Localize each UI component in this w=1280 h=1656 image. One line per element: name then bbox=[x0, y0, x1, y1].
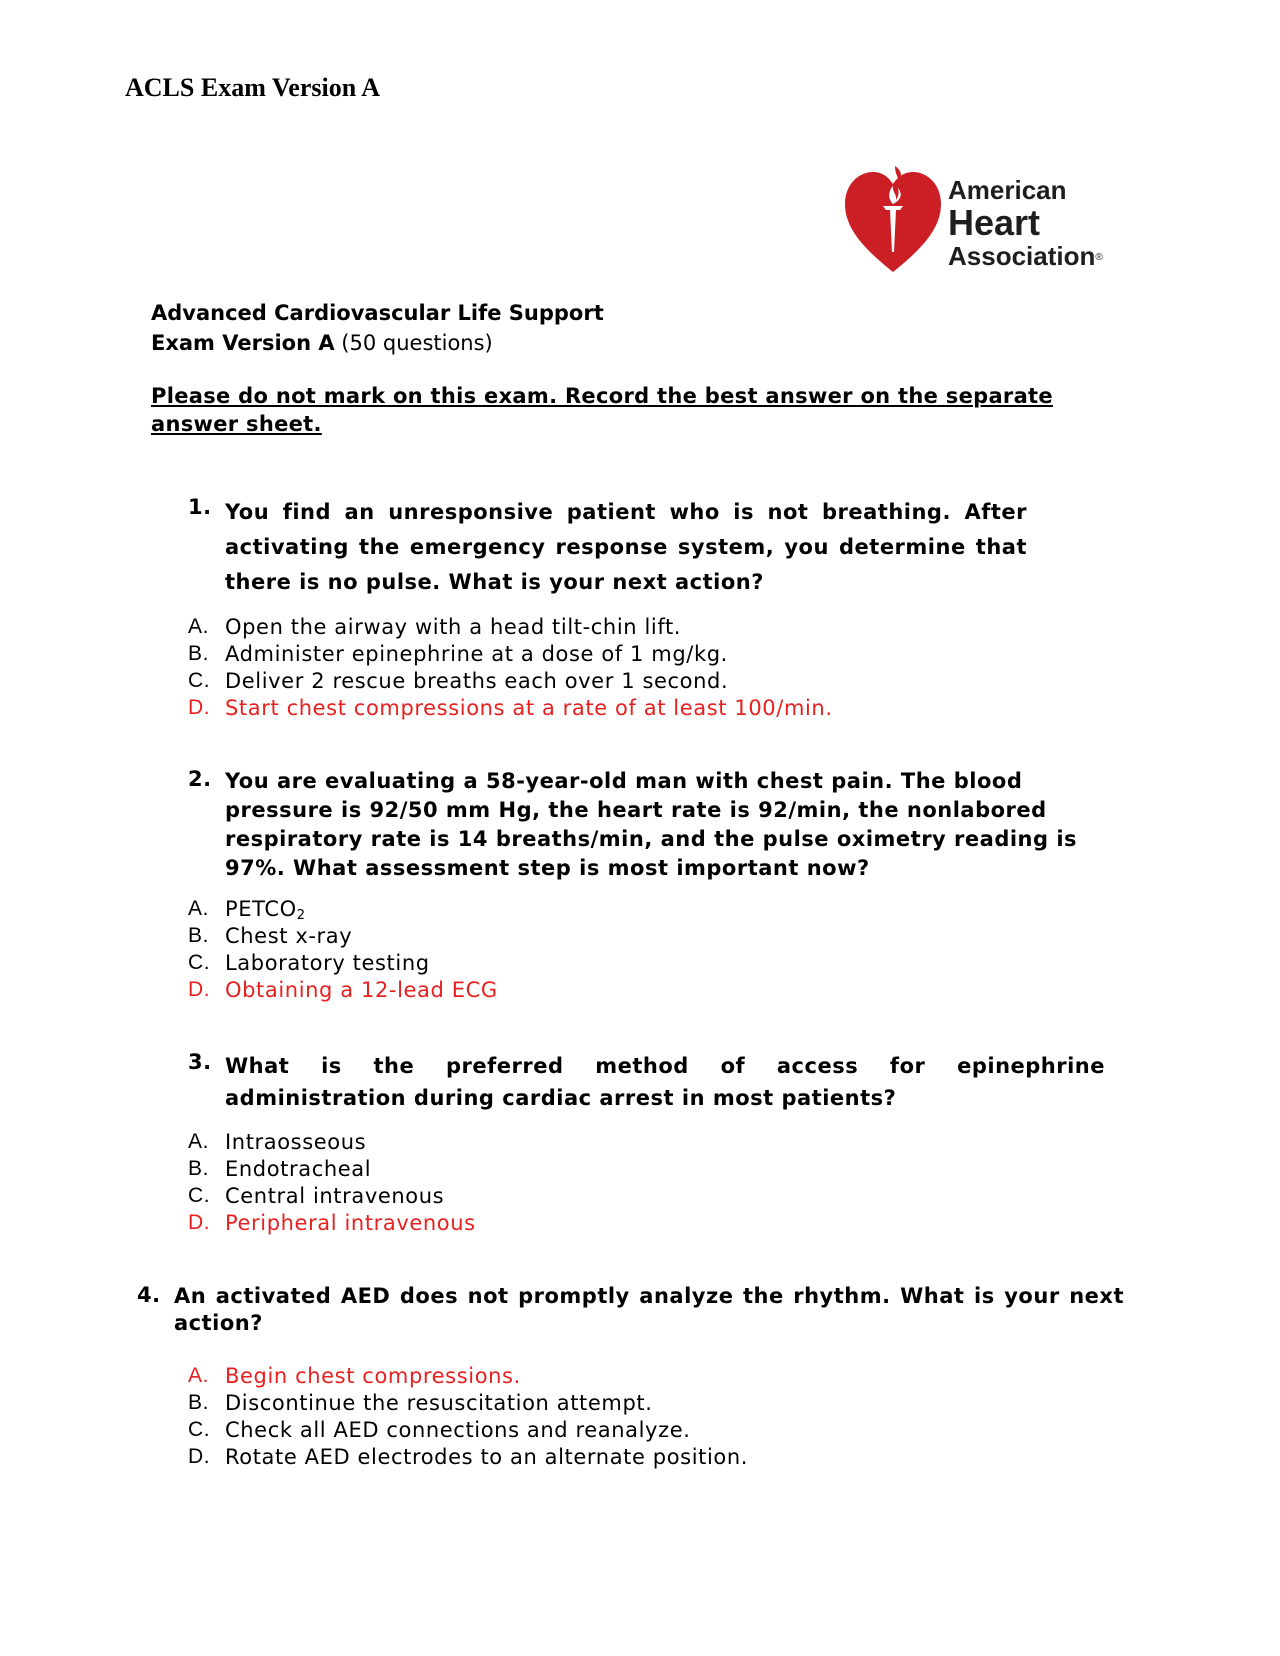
option-letter: D. bbox=[188, 1445, 211, 1468]
logo-line-1: American bbox=[948, 175, 1067, 205]
registered-mark: ® bbox=[1095, 252, 1103, 264]
option-letter: A. bbox=[188, 897, 210, 920]
option-text: PETCO bbox=[225, 897, 297, 921]
question-text: You are evaluating a 58-year-old man with chest pain. The blood pressure is 92/50 mm Hg, the heart rate is 92/min, the nonlabored respiratory rate is 14 breaths/min, and the pulse oximetry reading is 97%. What assessment step is most important now? bbox=[225, 769, 1078, 880]
option-text: Endotracheal bbox=[225, 1157, 372, 1181]
exam-intro bbox=[151, 298, 604, 358]
question-text-line-2: administration during cardiac arrest in most patients? bbox=[225, 1086, 897, 1110]
option-letter: B. bbox=[188, 642, 210, 665]
option-letter: A. bbox=[188, 1364, 210, 1387]
exam-instruction: Please do not mark on this exam. Record the best answer on the separate answer sheet. bbox=[151, 384, 1053, 436]
logo-wordmark bbox=[948, 177, 1103, 269]
question-text bbox=[225, 1050, 1105, 1114]
heart-torch-icon bbox=[843, 160, 943, 280]
option-letter: B. bbox=[188, 1157, 210, 1180]
option-letter: D. bbox=[188, 978, 211, 1001]
option-text: Peripheral intravenous bbox=[225, 1211, 476, 1235]
option-text: Central intravenous bbox=[225, 1184, 445, 1208]
course-name: Advanced Cardiovascular Life Support bbox=[151, 301, 604, 325]
option-text: Deliver 2 rescue breaths each over 1 second. bbox=[225, 669, 729, 693]
logo-line-3: Association bbox=[948, 241, 1096, 271]
option-text: Open the airway with a head tilt-chin lift. bbox=[225, 615, 682, 639]
option-letter: B. bbox=[188, 924, 210, 947]
option-text: Chest x-ray bbox=[225, 924, 353, 948]
option-letter: C. bbox=[188, 1418, 211, 1441]
question-text: You find an unresponsive patient who is not breathing. After activating the emergency response system, you determine that there is no pulse. What is your next action? bbox=[225, 500, 1027, 594]
question-number: 4. bbox=[137, 1283, 161, 1307]
question-text-line-1: What is the preferred method of access for epinephrine bbox=[225, 1054, 1105, 1078]
option-text: Check all AED connections and reanalyze. bbox=[225, 1418, 691, 1442]
option-letter: A. bbox=[188, 615, 210, 638]
question-number: 2. bbox=[188, 767, 212, 791]
option-text: Rotate AED electrodes to an alternate position. bbox=[225, 1445, 749, 1469]
option-text: Intraosseous bbox=[225, 1130, 367, 1154]
logo-line-2: Heart bbox=[948, 202, 1041, 243]
option-text: Administer epinephrine at a dose of 1 mg/kg. bbox=[225, 642, 728, 666]
option-letter: A. bbox=[188, 1130, 210, 1153]
question-count: (50 questions) bbox=[341, 331, 493, 355]
option-letter: B. bbox=[188, 1391, 210, 1414]
option-letter: C. bbox=[188, 951, 211, 974]
aha-logo bbox=[843, 160, 1133, 280]
option-letter: D. bbox=[188, 1211, 211, 1234]
option-text: Discontinue the resuscitation attempt. bbox=[225, 1391, 653, 1415]
question-number: 3. bbox=[188, 1050, 212, 1074]
option-text: Laboratory testing bbox=[225, 951, 430, 975]
option-letter: C. bbox=[188, 1184, 211, 1207]
exam-version: Exam Version A bbox=[151, 331, 335, 355]
question-text: An activated AED does not promptly analyze the rhythm. What is your next action? bbox=[174, 1284, 1124, 1335]
option-text: Obtaining a 12-lead ECG bbox=[225, 978, 498, 1002]
option-letter: D. bbox=[188, 696, 211, 719]
option-text: Start chest compressions at a rate of at least 100/min. bbox=[225, 696, 833, 720]
question-number: 1. bbox=[188, 495, 212, 519]
option-subscript: 2 bbox=[296, 908, 306, 923]
option-text: Begin chest compressions. bbox=[225, 1364, 521, 1388]
document-title: ACLS Exam Version A bbox=[125, 73, 380, 102]
option-letter: C. bbox=[188, 669, 211, 692]
